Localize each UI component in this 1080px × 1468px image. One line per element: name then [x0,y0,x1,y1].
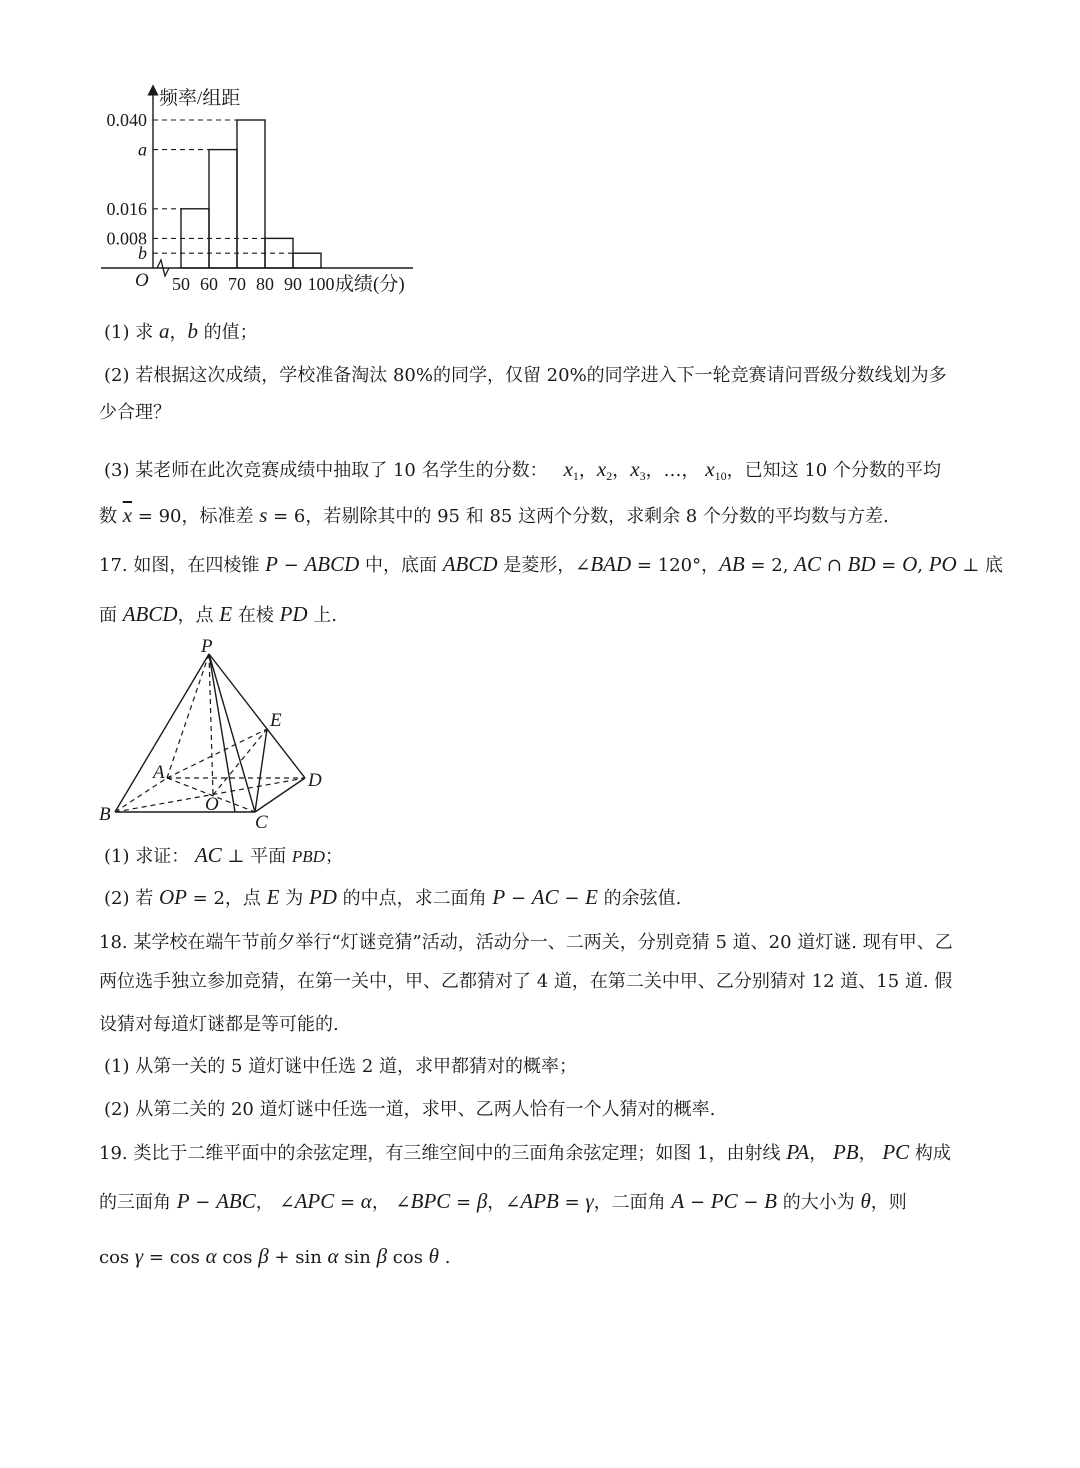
q19-formula: cos γ = cos α cos β + sin α sin β cos θ . [99,1244,451,1268]
vertex-e: E [270,710,282,731]
histogram-bar [237,120,265,268]
q17-part2: (2) 若 OP = 2，点 E 为 PD 的中点，求二面角 P − AC − E 的余弦值. [104,885,682,909]
y-tick-label: 0.016 [106,198,147,219]
y-axis-label: 频率/组距 [159,88,241,109]
vertex-o: O [205,794,219,815]
frequency-histogram [95,82,425,302]
q18-stem-line2: 两位选手独立参加竞猜，在第一关中，甲、乙都猜对了 4 道，在第二关中甲、乙分别猜对 12 道、15 道. 假 [99,971,953,992]
x-tick-label: 80 [256,274,274,294]
pyramid-figure [95,632,335,832]
q17-stem-line1: 17. 如图，在四棱锥 P − ABCD 中，底面 ABCD 是菱形，∠BAD = 120°，AB = 2, AC ∩ BD = O, PO ⊥ 底 [99,552,1004,576]
histogram-bar [293,253,321,268]
x-tick-label: 70 [228,274,246,294]
q18-part1: (1) 从第一关的 5 道灯谜中任选 2 道，求甲都猜对的概率； [104,1056,578,1077]
q16-part3-line2: 数 $\overline{x} = 90$，标准差 s = 6，若剔除其中的 95 和 85 这两个分数，求剩余 8 个分数的平均数与方差. [99,503,889,527]
x-tick-label: 90 [284,274,302,294]
x-axis-label: 成绩(分) [335,274,405,295]
y-tick-label: 0.040 [106,110,147,130]
histogram-bar [209,150,237,268]
origin-label: O [135,270,149,291]
q16-part2-line2: 少合理？ [99,402,171,423]
x-tick-label: 100 [307,274,335,294]
y-tick-label: 0.008 [106,228,147,249]
vertex-c: C [255,812,268,832]
q17-part1: (1) 求证： AC ⊥ 平面 PBD； [104,843,343,867]
q16-part1: (1) 求 a，b 的值； [104,319,258,343]
q19-stem-line2: 的三面角 P − ABC， ∠APC = α， ∠BPC = β，∠APB = γ，二面角 A − PC − B 的大小为 θ，则 [99,1189,907,1213]
q16-part3-line1: (3) 某老师在此次竞赛成绩中抽取了 10 名学生的分数： $x_1$，$x_2$，$x_3$，…， $x_{10}$，已知这 10 个分数的平均 [104,457,941,483]
histogram-bar [181,209,209,268]
y-tick-label: a [138,139,147,160]
q19-stem-line1: 19. 类比于二维平面中的余弦定理，有三维空间中的三面角余弦定理；如图 1，由射线 PA， PB， PC 构成 [99,1140,951,1164]
q16-part2-line1: (2) 若根据这次成绩，学校准备淘汰 80%的同学，仅留 20%的同学进入下一轮竞赛请问晋级分数线划为多 [104,365,947,386]
q17-stem-line2: 面 ABCD，点 E 在棱 PD 上. [99,602,338,626]
q18-stem-line1: 18. 某学校在端午节前夕举行“灯谜竞猜”活动，活动分一、二两关，分别竞猜 5 道、20 道灯谜. 现有甲、乙 [99,932,953,953]
x-tick-label: 60 [200,274,218,294]
vertex-a: A [153,762,165,783]
vertex-p: P [201,636,213,657]
x-tick-label: 50 [172,274,190,294]
vertex-b: B [99,804,111,825]
vertex-d: D [308,770,322,791]
q18-part2: (2) 从第二关的 20 道灯谜中任选一道，求甲、乙两人恰有一个人猜对的概率. [104,1099,716,1120]
q18-stem-line3: 设猜对每道灯谜都是等可能的. [99,1014,339,1035]
y-tick-label: b [138,243,147,264]
